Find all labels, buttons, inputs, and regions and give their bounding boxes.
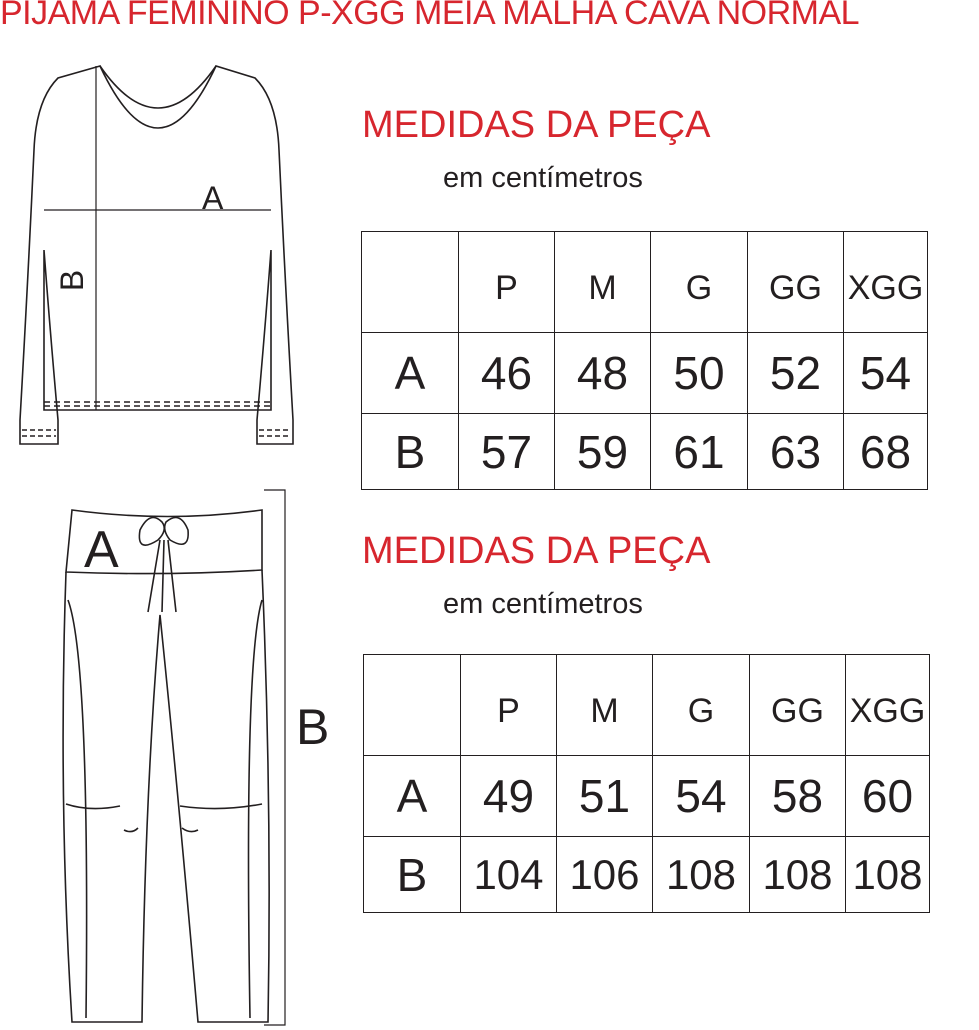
table-cell: 104 [461, 837, 557, 913]
table-cell: 48 [555, 333, 651, 414]
table-cell: 68 [844, 414, 928, 490]
column-header: XGG [844, 232, 928, 333]
column-header: P [459, 232, 555, 333]
table-cell: 46 [459, 333, 555, 414]
table-cell: 58 [750, 756, 846, 837]
table-corner-cell [362, 232, 459, 333]
table-row [364, 756, 930, 837]
table-cell: 51 [557, 756, 653, 837]
column-header: M [557, 655, 653, 756]
blouse-illustration [20, 66, 293, 444]
top-section-heading: MEDIDAS DA PEÇA [362, 104, 711, 146]
table-cell: 63 [748, 414, 844, 490]
table-header-row [362, 232, 928, 333]
bottom-section-subheading: em centímetros [443, 588, 643, 620]
blouse-label-a: A [202, 180, 224, 216]
table-cell: 108 [846, 837, 930, 913]
table-cell: 54 [653, 756, 750, 837]
table-cell: 108 [750, 837, 846, 913]
pants-label-b: B [296, 699, 330, 755]
table-row [362, 333, 928, 414]
column-header: GG [750, 655, 846, 756]
table-cell: 54 [844, 333, 928, 414]
pants-measurements-table [363, 654, 930, 913]
table-row [362, 414, 928, 490]
page-title: PIJAMA FEMININO P-XGG MEIA MALHA CAVA NORMAL [0, 0, 860, 32]
table-cell: 52 [748, 333, 844, 414]
blouse-measurements-table [361, 231, 928, 490]
table-corner-cell [364, 655, 461, 756]
row-label: B [362, 414, 459, 490]
column-header: M [555, 232, 651, 333]
table-cell: 61 [651, 414, 748, 490]
table-cell: 106 [557, 837, 653, 913]
table-cell: 59 [555, 414, 651, 490]
column-header: P [461, 655, 557, 756]
table-cell: 50 [651, 333, 748, 414]
column-header: G [651, 232, 748, 333]
table-row [364, 837, 930, 913]
pants-label-a: A [84, 521, 119, 579]
table-cell: 60 [846, 756, 930, 837]
table-cell: 57 [459, 414, 555, 490]
bottom-section-heading: MEDIDAS DA PEÇA [362, 530, 711, 572]
column-header: G [653, 655, 750, 756]
column-header: GG [748, 232, 844, 333]
table-cell: 108 [653, 837, 750, 913]
row-label: B [364, 837, 461, 913]
row-label: A [364, 756, 461, 837]
top-section-subheading: em centímetros [443, 162, 643, 194]
table-header-row [364, 655, 930, 756]
table-cell: 49 [461, 756, 557, 837]
row-label: A [362, 333, 459, 414]
blouse-label-b: B [54, 269, 91, 292]
column-header: XGG [846, 655, 930, 756]
